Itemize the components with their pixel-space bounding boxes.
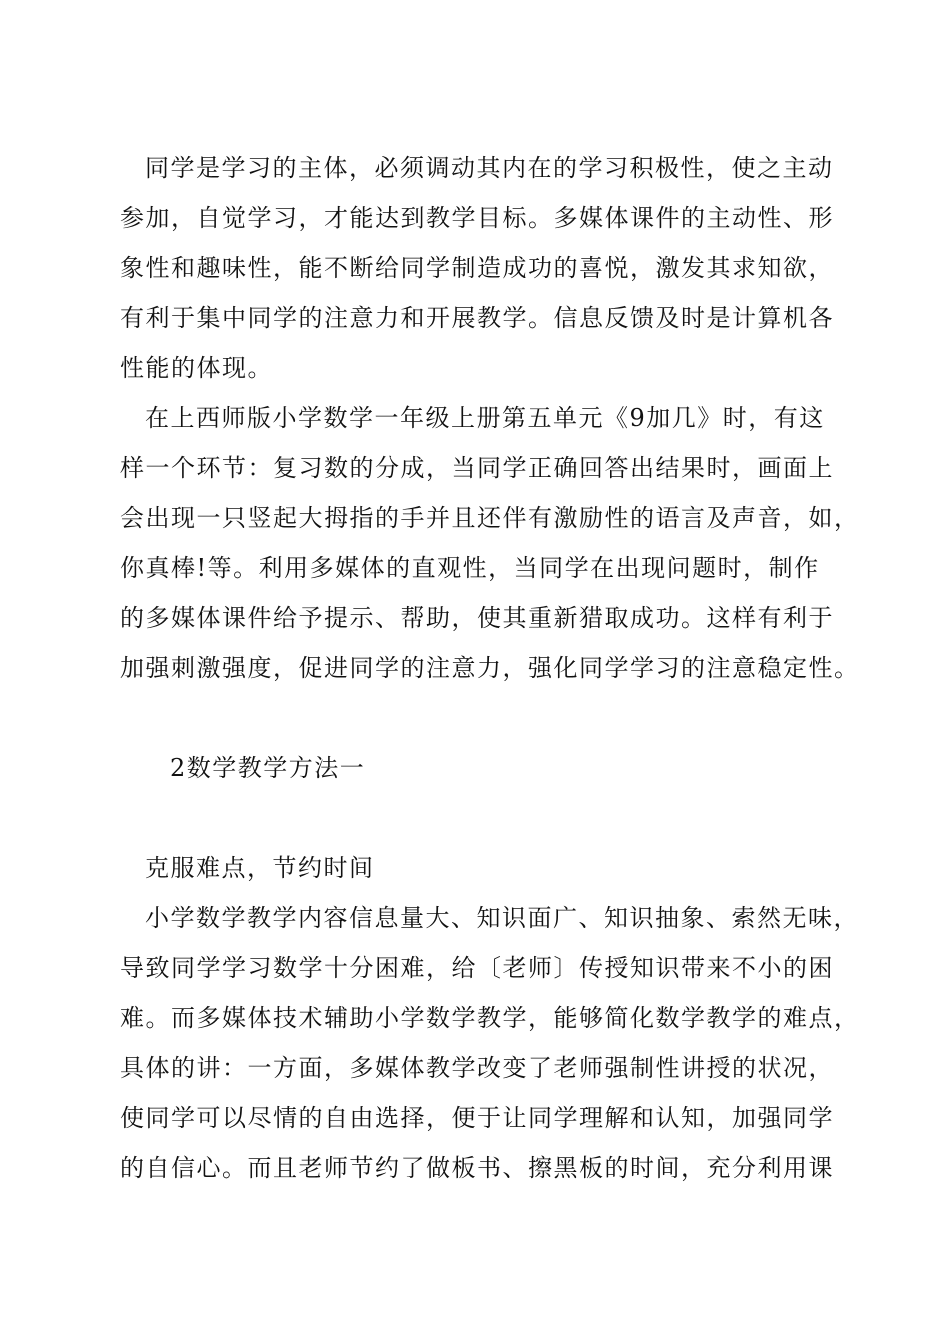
paragraph-2-line-3: 会出现一只竖起大拇指的手并且还伴有激励性的语言及声音，如， <box>120 504 860 532</box>
paragraph-3-line-4: 具体的讲：一方面，多媒体教学改变了老师强制性讲授的状况， <box>120 1054 834 1082</box>
paragraph-2-line-6: 加强刺激强度，促进同学的注意力，强化同学学习的注意稳定性。 <box>120 654 860 682</box>
paragraph-1-line-5: 性能的体现。 <box>120 354 273 382</box>
subheading: 克服难点，节约时间 <box>145 854 375 882</box>
paragraph-3-line-2: 导致同学学习数学十分困难，给〔老师〕传授知识带来不小的困 <box>120 954 834 982</box>
section-heading: 2数学教学方法一 <box>170 754 366 782</box>
paragraph-2-line-2: 样一个环节：复习数的分成，当同学正确回答出结果时，画面上 <box>120 454 834 482</box>
paragraph-1-line-1: 同学是学习的主体，必须调动其内在的学习积极性，使之主动 <box>145 154 834 182</box>
paragraph-1-line-3: 象性和趣味性，能不断给同学制造成功的喜悦，激发其求知欲， <box>120 254 834 282</box>
paragraph-2-line-4: 你真棒!等。利用多媒体的直观性，当同学在出现问题时，制作 <box>120 554 820 582</box>
paragraph-1-line-4: 有利于集中同学的注意力和开展教学。信息反馈及时是计算机各 <box>120 304 834 332</box>
paragraph-2-line-1: 在上西师版小学数学一年级上册第五单元《9加几》时，有这 <box>145 404 825 432</box>
paragraph-1-line-2: 参加，自觉学习，才能达到教学目标。多媒体课件的主动性、形 <box>120 204 834 232</box>
paragraph-3-line-1: 小学数学教学内容信息量大、知识面广、知识抽象、索然无味， <box>145 904 859 932</box>
paragraph-3-line-6: 的自信心。而且老师节约了做板书、擦黑板的时间，充分利用课 <box>120 1154 834 1182</box>
paragraph-3-line-5: 使同学可以尽情的自由选择，便于让同学理解和认知，加强同学 <box>120 1104 834 1132</box>
paragraph-2-line-5: 的多媒体课件给予提示、帮助，使其重新猎取成功。这样有利于 <box>120 604 834 632</box>
paragraph-3-line-3: 难。而多媒体技术辅助小学数学教学，能够简化数学教学的难点， <box>120 1004 860 1032</box>
